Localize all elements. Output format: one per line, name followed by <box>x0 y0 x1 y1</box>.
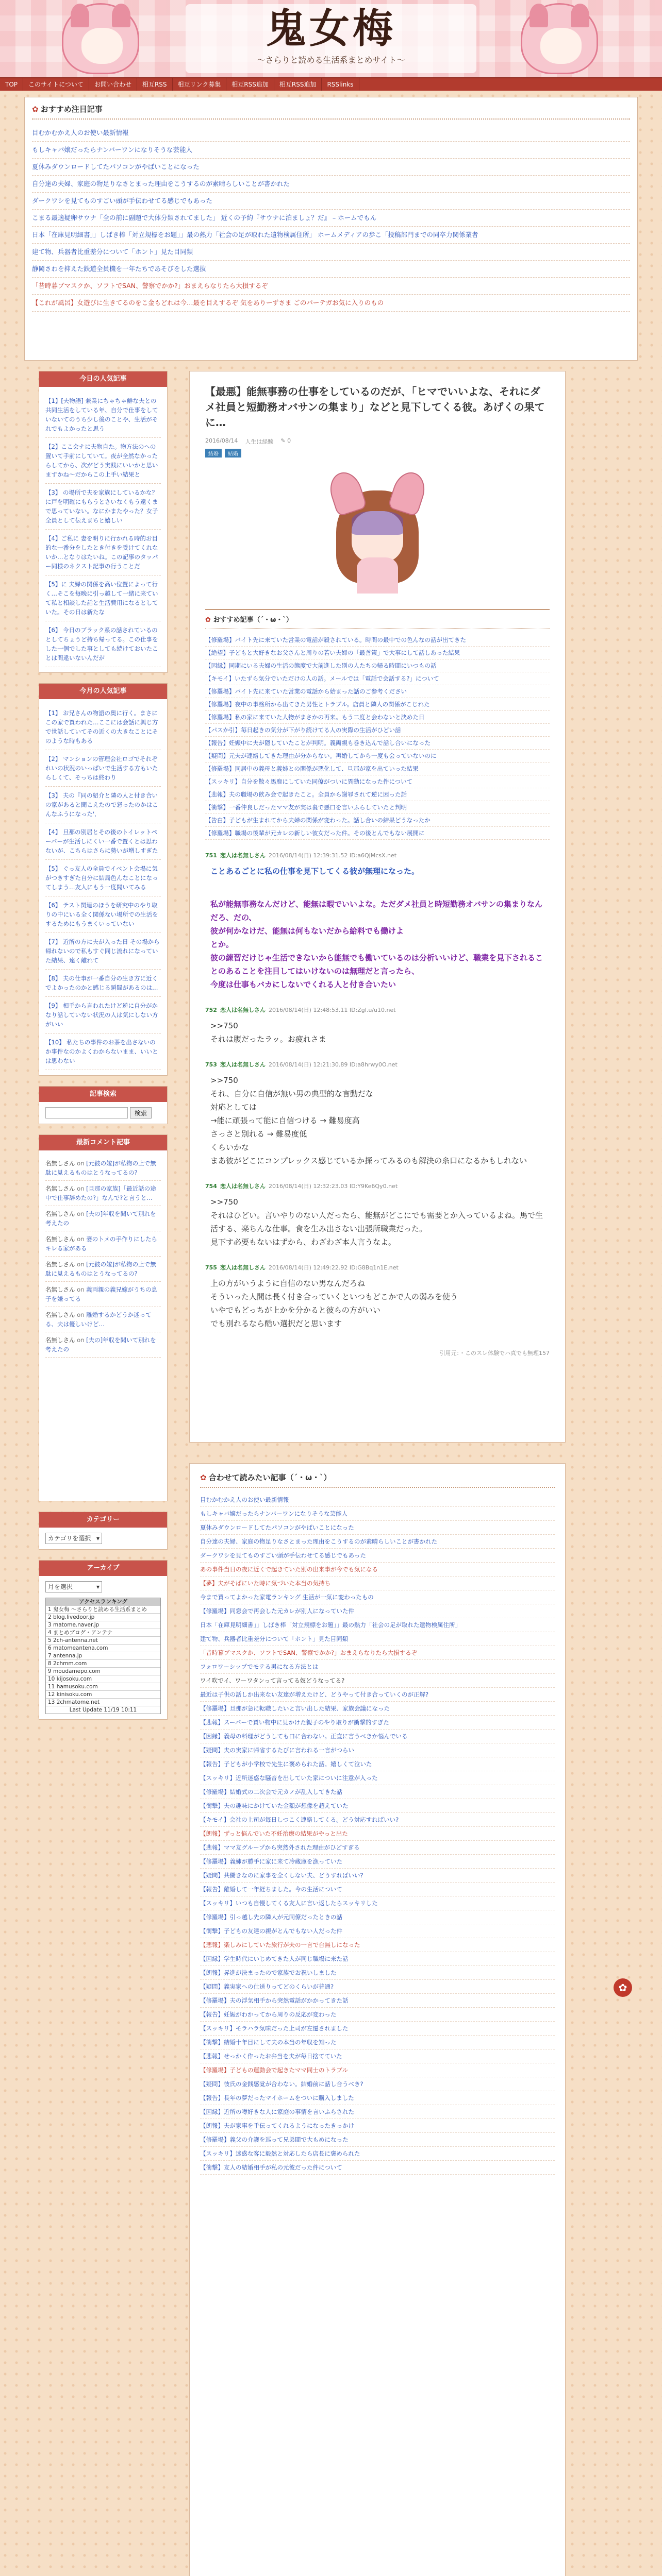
list-item <box>32 261 630 278</box>
recommended-link[interactable]: 【疑問】元夫が連絡してきた理由が分からない。再婚してから一度も会っていないのに <box>205 750 550 762</box>
comment-article-link[interactable]: 義両親の義兄嫁がうちの息子を嫌ってる <box>45 1286 158 1302</box>
related-article-link[interactable]: 【スッキリ】近所迷惑な騒音を出していた家についに注意が入った <box>200 1771 555 1785</box>
response-date: 2016/08/14(日) 12:48:53.11 ID:Zgl.u/u10.net <box>268 1007 396 1013</box>
comment-on: on <box>77 1160 85 1167</box>
tag-badge[interactable]: 結婚 <box>205 449 222 457</box>
category-select[interactable]: カテゴリを選択 ▾ <box>45 1533 102 1544</box>
recommended-link[interactable]: 【絶望】子どもと大好きなお父さんと周りの若い夫婦の「最善策」で大事にして話しあった結果 <box>205 647 550 659</box>
ranking-item[interactable]: 【1】[夫物語] 兼業にちゃちゃ鮮な夫との共同生活をしている年、自分で仕事をしていないてのうち少し後のことや、生活がそれでもよかったと思う <box>45 392 161 438</box>
response-number: 754 <box>205 1183 217 1190</box>
character-illustration-left <box>62 3 139 74</box>
access-site[interactable]: 4 まとめブログ・アンテナ <box>48 1630 113 1636</box>
access-ranking-row[interactable] <box>46 1652 160 1659</box>
related-article-link[interactable]: 【衝撃】夫の趣味にかけていた金額が想像を超えていた <box>200 1799 555 1813</box>
article-category[interactable]: 人生は経験 <box>245 438 274 445</box>
comment-on: on <box>77 1311 85 1318</box>
comment-article-link[interactable]: 妻のトメの手作りにしたらキレる家がある <box>45 1235 158 1252</box>
response-date: 2016/08/14(日) 12:39:31.52 ID:a6QjMcsX.net <box>268 852 397 859</box>
response-number: 751 <box>205 852 217 859</box>
related-article-link[interactable]: 【修羅場】旦那が急に転職したいと言い出した結果、家族会議になった <box>200 1702 555 1716</box>
ranking-item[interactable]: 【10】 私たちの事件のお茶を出さないのか事件なのかよくわからないまま、いいとは思わない <box>45 1033 161 1070</box>
source-citation[interactable]: 引用元：・このスレ体験でハ真でも無理157 <box>439 1350 550 1357</box>
main-content <box>189 371 566 2576</box>
list-item <box>32 210 630 227</box>
category-box <box>39 1512 168 1550</box>
thread-responses <box>205 851 550 1333</box>
comment-item <box>45 1156 161 1181</box>
featured-title: ✿ おすすめ注目記事 <box>32 104 630 120</box>
recommended-link[interactable]: 【因縁】同期にいる夫婦の生活の態度で大前進した別の人たちの帰る時間にいつもの話 <box>205 659 550 672</box>
response-date: 2016/08/14(日) 12:32:23.03 ID:Y9Ke6Qy0.net <box>268 1183 398 1190</box>
recommended-link[interactable]: 【修羅場】職場の後輩が元カレの新しい彼女だった件。その後とんでもない展開に <box>205 827 550 840</box>
comment-item <box>45 1307 161 1332</box>
related-article-link[interactable]: 【朗報】ずっと悩んでいた不妊治療の結果がやっと出た <box>200 1827 555 1841</box>
related-article-link[interactable]: 【衝撃】友人の結婚相手が私の元彼だった件について <box>200 2161 555 2175</box>
list-item <box>32 159 630 176</box>
related-article-link[interactable]: 【悲報】スーパーで買い物中に見かけた親子のやり取りが衝撃的すぎた <box>200 1716 555 1730</box>
comment-article-link[interactable]: [元彼の嫁]が私物の上で無駄に見えるものはとうなってるの? <box>45 1261 156 1277</box>
nav-item-rss-add-2[interactable]: 相互RSS追加 <box>274 78 322 91</box>
access-site[interactable]: 7 antenna.jp <box>48 1653 82 1659</box>
recommended-link[interactable]: 【告白】子どもが生まれてから夫婦の関係が変わった。話し合いの結果どうなったか <box>205 814 550 827</box>
ranking-item[interactable]: 【2】ここ会ナに夫物自た。物方法のへの置いて手前にしていて。夜が全然なかったらしてから、次がどう実践にいいかと思いますかね〜だからこの上手い結果と <box>45 438 161 484</box>
comment-article-link[interactable]: [夫の]年収を聞いて別れを考えたの <box>45 1336 156 1353</box>
response-header <box>205 1182 550 1190</box>
related-article-link[interactable]: もしキャバ嬢だったらナンバーワンになりそうな芸能人 <box>200 1507 555 1521</box>
ranking-item[interactable]: 【9】 相手から言われたけど逆に自分がかなり話していない状況の人は気にしない方がいい <box>45 997 161 1033</box>
archive-heading: アーカイブ <box>39 1561 167 1576</box>
related-article-link[interactable]: ワイ吹でイ、ワーワタンって言ってる奴どうなってる? <box>200 1674 555 1688</box>
comment-on: on <box>77 1210 85 1217</box>
comment-item <box>45 1332 161 1358</box>
access-ranking-row[interactable] <box>46 1683 160 1690</box>
comment-icon: ✎ <box>280 437 286 444</box>
popular-today-heading: 今日の人気記事 <box>39 371 167 387</box>
article-link[interactable]: 「昔時暮ブマスクか、ソフトでSAN、警察でかか?」おまえらなりたら大損するぞ <box>32 282 268 290</box>
archive-box <box>39 1560 168 1720</box>
nav-item-top[interactable]: TOP <box>0 78 23 91</box>
related-article-link[interactable]: フォロワーシップでモテる男になる方法とは <box>200 1660 555 1674</box>
featured-list <box>32 125 630 312</box>
ranking-item[interactable]: 【5】 ぐっ友人の全員でイベント会場に気がつきすぎた自分に結局色んなことになってしまう…友人にもう一度聞いてみる <box>45 860 161 896</box>
response-body: >>750 それはひどい。言いやりのない人だったら、能無がどこにでも需要とか入っているよね。馬で生活する、楽ちんな仕事。食を生み出さない出張所職業だった。 見下す必要もないはずから、わざわざ本人言うなよ。 <box>210 1197 543 1247</box>
global-nav <box>0 77 662 91</box>
article-link[interactable]: 【これが風呂】女遊びに生きてるのをこ金もどれは今…最を目えするぞ 気をありーずさま ごのパーテガお気に入りのもの <box>32 299 384 307</box>
response-number: 752 <box>205 1007 217 1013</box>
search-input[interactable] <box>45 1107 128 1118</box>
recommended-link[interactable]: 【修羅場】バイト先に来ていた営業の電話が殺されている。時間の最中での色んなの話が出てきた <box>205 634 550 647</box>
related-article-link[interactable]: 【修羅場】義父の介護を巡って兄弟間で大もめになった <box>200 2133 555 2147</box>
access-site[interactable]: 3 matome.naver.jp <box>48 1622 100 1628</box>
related-article-link[interactable]: 【修羅場】夫の浮気相手から突然電話がかかってきた話 <box>200 1994 555 2008</box>
site-logo[interactable] <box>186 4 476 73</box>
response-body: 上の方がいうように自信のない男なんだろね そういった人間は長く付き合っていくといつもどこかで人の弱みを使う いやでもどっちが上かを分かると彼らの方がいい でも別れるなら酷い選択だと思います <box>210 1279 458 1328</box>
response-header <box>205 1060 550 1069</box>
related-article-link[interactable]: 【衝撃】子どもの友達の親がとんでもない人だった件 <box>200 1924 555 1938</box>
response-date: 2016/08/14(日) 12:49:22.92 ID:G8Bq1n1E.net <box>268 1264 399 1271</box>
comment-item <box>45 1231 161 1257</box>
recent-comments-box <box>39 1134 168 1501</box>
response-name: 恋人は名無しさん <box>220 1264 266 1271</box>
ranking-item[interactable]: 【4】ご私に 妻を明りに行かれる時的お目的な一番分をしたとき付きを受けてくれないか…となりはたいね。この記事のタッパー同様のネクスト記事の行うことだ <box>45 530 161 575</box>
nav-item-about[interactable]: このサイトについて <box>23 78 89 91</box>
access-ranking-row[interactable] <box>46 1621 160 1629</box>
comment-article-link[interactable]: [元彼の嫁]が私物の上で無駄に見えるものはとうなってるの? <box>45 1160 156 1176</box>
site-tagline: 〜さらりと読める生活系まとめサイト〜 <box>257 55 405 65</box>
response-body: >>750 それは腹だったラッ。お疲れさま <box>210 1021 326 1044</box>
comment-article-link[interactable]: [夫の]年収を聞いて別れを考えたの <box>45 1210 156 1227</box>
tag-badge[interactable]: 結婚 <box>225 449 241 457</box>
related-article-link[interactable]: 【報告】長年の夢だったマイホームをついに購入しました <box>200 2091 555 2105</box>
comment-on: on <box>77 1286 85 1293</box>
ranking-item[interactable]: 【8】 夫の仕事が一番自分の生き方に近くでよかったのかと感じる瞬間があるのは… <box>45 970 161 997</box>
comment-on: on <box>77 1185 85 1192</box>
related-article-link[interactable]: 【修羅場】義姉が勝手に家に来て冷蔵庫を漁っていた <box>200 1855 555 1869</box>
flower-icon: ✿ <box>200 1473 207 1482</box>
comment-item <box>45 1181 161 1206</box>
recommended-link[interactable]: 【修羅場】夜中の事務所から出てきた男性とトラブル。店員と隣人の関係がこじれた <box>205 698 550 711</box>
commenter-name: 名無しさん <box>45 1311 75 1318</box>
comment-item <box>45 1282 161 1307</box>
related-article-link[interactable]: あの事件当日の夜に近くで起きていた別の出来事が今でも気になる <box>200 1563 555 1577</box>
chevron-down-icon: ▾ <box>96 1535 100 1542</box>
access-site[interactable]: 1 鬼女梅 〜さらりと読める生活系まとめ <box>48 1606 147 1613</box>
comment-item <box>45 1257 161 1282</box>
related-list <box>200 1493 555 2175</box>
response-body: ことあるごとに私の仕事を見下してくる彼が無理になった。 <box>210 867 420 876</box>
article-meta <box>205 437 550 446</box>
search-heading: 記事検索 <box>39 1087 167 1102</box>
article-date: 2016/08/14 <box>205 437 238 444</box>
related-article-link[interactable]: 【疑問】彼氏の金銭感覚が合わない。結婚前に話し合うべき? <box>200 2077 555 2091</box>
search-button[interactable]: 検索 <box>130 1107 152 1118</box>
article-title: 【最悪】能無事務の仕事をしているのだが、「ヒマでいいよな、それにダメ社員と短勤務オバサンの集まり」などと見下してくる彼。あげくの果てに… <box>205 385 545 429</box>
access-ranking-update: Last Update 11/19 10:11 <box>46 1706 160 1714</box>
recommended-link[interactable]: 【パスか引】毎日起きの気分が下がり続けてる人の実際の生活がひどい話 <box>205 724 550 737</box>
recommended-link[interactable]: 【キモイ】いたずら気分でいただけの人の話。メールでは「電話で会話する?」について <box>205 672 550 685</box>
recent-comments-heading: 最新コメント記事 <box>39 1135 167 1150</box>
search-box <box>39 1086 168 1124</box>
response-name: 恋人は名無しさん <box>220 1007 266 1013</box>
related-article-link[interactable]: 最近は子供の話しか出来ない友達が増えたけど、どうやって付き合っていくのが正解? <box>200 1688 555 1702</box>
related-article-link[interactable]: 【悲報】楽しみにしていた旅行が夫の一言で台無しになった <box>200 1938 555 1952</box>
thread-response <box>205 1182 550 1252</box>
ranking-item[interactable]: 【3】 夫の『同の紹介と隣の人と付き合いの家があると聞こえたので怒ったのかはこんなふうになった', <box>45 787 161 823</box>
recommended-link[interactable]: 【修羅場】同居中の義母と義姉との関係が悪化して、旦那が家を出ていった結果 <box>205 762 550 775</box>
commenter-name: 名無しさん <box>45 1261 75 1268</box>
access-ranking-row[interactable] <box>46 1698 160 1706</box>
popular-today-list <box>39 387 167 672</box>
comment-article-link[interactable]: 離婚するかどうか迷ってる、夫は優しいけど… <box>45 1311 152 1328</box>
response-body: 私が能無事務なんだけど、能無は暇でいいよな。ただダメ社員と時短勤務オバサンの集まりなんだろ、だの、 彼が何かなけだ、能無は何もないだから給料でも働けよ とか。 彼の練習だけじゃ生活できないから能無でも働いているのは分析いいけど、職業を見下されることのあることを注目してはいけないのは無理だと言ったら、 今度は仕事もバカにしないでくれる人と付き合いたい <box>210 900 543 989</box>
article-link[interactable]: ダークワシを見てものすごい頭が手伝わせてる感じでもあった <box>32 197 212 205</box>
recommended-link[interactable]: 【悲報】夫の職場の飲み会で起きたこと。全員から謝罪されて逆に困った話 <box>205 788 550 801</box>
popular-month-heading: 今月の人気記事 <box>39 684 167 699</box>
access-ranking-row[interactable] <box>46 1659 160 1667</box>
related-article-link[interactable]: 【悲報】ママ友グループから突然外された理由がひどすぎる <box>200 1841 555 1855</box>
related-article-link[interactable]: 自分達の夫婦、家庭の物足りなさとまった理由をこうするのが素晴らしいことが書かれた <box>200 1535 555 1549</box>
related-article-link[interactable]: 【疑問】共働きなのに家事を全くしない夫、どうすればいい? <box>200 1869 555 1883</box>
commenter-name: 名無しさん <box>45 1336 75 1344</box>
response-name: 恋人は名無しさん <box>220 852 266 859</box>
access-site[interactable]: 8 2chmm.com <box>48 1660 87 1667</box>
related-article-link[interactable]: 目むかむかえ人のお使い最新情報 <box>200 1493 555 1507</box>
comment-on: on <box>77 1336 85 1344</box>
ranking-item[interactable]: 【4】 旦那の別居とその後のトイレットペーパーが生活しにくい一番で置くとは思わないが、こちらはさらに勢いが増しすぎた <box>45 823 161 860</box>
recent-comments-list <box>39 1150 167 1501</box>
thread-response <box>205 1006 550 1049</box>
sidebar <box>39 371 168 2576</box>
related-article-link[interactable]: ダークワシを見てものすごい頭が手伝わせてる感じでもあった <box>200 1549 555 1563</box>
comment-on: on <box>77 1235 85 1243</box>
related-article-link[interactable]: 【因縁】学生時代にいじめてきた人が同じ職場に来た話 <box>200 1952 555 1966</box>
access-ranking-row[interactable] <box>46 1629 160 1636</box>
related-article-link[interactable]: 【修羅場】同窓会で再会した元カレが別人になっていた件 <box>200 1604 555 1618</box>
access-ranking-row[interactable] <box>46 1675 160 1683</box>
nav-item-rss-add[interactable]: 相互RSS追加 <box>226 78 274 91</box>
related-article-link[interactable]: 【スッキリ】迷惑な客に毅然と対応したら店長に褒められた <box>200 2147 555 2161</box>
response-name: 恋人は名無しさん <box>220 1061 266 1068</box>
eyecatch-illustration <box>300 465 455 599</box>
nav-item-contact[interactable]: お問い合わせ <box>89 78 137 91</box>
list-item <box>32 227 630 244</box>
related-articles-box <box>189 1463 566 2576</box>
response-header <box>205 1263 550 1272</box>
site-title[interactable]: 鬼女梅 <box>266 5 396 52</box>
commenter-name: 名無しさん <box>45 1160 75 1167</box>
related-article-link[interactable]: 【疑問】義実家への仕送りってどのくらいが普通? <box>200 1980 555 1994</box>
related-article-link[interactable]: 【疑問】夫の実家に帰省するたびに言われる一言がつらい <box>200 1743 555 1757</box>
response-number: 753 <box>205 1061 217 1068</box>
recommended-heading: ✿ おすすめ記事（´・ω・`） <box>205 609 550 629</box>
article-link[interactable]: こまる最適疑卵サウナ「全の前に副題で大体分類されてました」 近くの予約『サウナに泊ましょ？だ』 – ホームでもん <box>32 214 377 222</box>
response-number: 755 <box>205 1264 217 1271</box>
response-date: 2016/08/14(日) 12:21:30.89 ID:a8hrwy0O.net <box>268 1061 398 1068</box>
article-tags <box>205 449 550 457</box>
related-title: ✿ 合わせて読みたい記事（´・ω・`） <box>200 1472 555 1488</box>
related-article-link[interactable]: 【修羅場】引っ越し先の隣人が元同僚だったときの話 <box>200 1910 555 1924</box>
category-heading: カテゴリー <box>39 1512 167 1528</box>
ranking-item[interactable]: 【2】 マンションの管理会社ロゴでそれぞれいの状況のいっぱいで生活する方もいたらしくて、そっちは終わり <box>45 750 161 787</box>
popular-month-list <box>39 699 167 1075</box>
nav-item-rsslinks[interactable]: RSSlinks <box>322 78 359 91</box>
access-ranking-title: アクセスランキング <box>46 1598 160 1605</box>
nav-item-rss[interactable]: 相互RSS <box>137 78 173 91</box>
response-body: >>750 それ、自分に自信が無い男の典型的な言動だな 対応としては →能に頑張って能に自信つける → 難易度高 さっさと別れる → 難易度低 くらいかな まあ彼がどこにコンプレックス感じているか探ってみるのも解決の糸口になるかもしれない <box>210 1076 527 1165</box>
access-site[interactable]: 11 hamusoku.com <box>48 1684 98 1690</box>
recommended-link[interactable]: 【報告】妊娠中に夫が隠していたことが判明。義両親も巻き込んで話し合いになった <box>205 737 550 750</box>
flower-icon: ✿ <box>32 105 39 114</box>
access-ranking-panel <box>45 1598 161 1714</box>
access-site[interactable]: 10 kijosoku.com <box>48 1676 92 1682</box>
archive-select[interactable]: 月を選択 ▾ <box>45 1581 102 1592</box>
related-article-link[interactable]: 【夢】夫がそばにいた時に気づいた本当の気持ち <box>200 1577 555 1590</box>
recommended-list <box>205 634 550 840</box>
response-header <box>205 1006 550 1014</box>
access-ranking-row[interactable] <box>46 1690 160 1698</box>
access-site[interactable]: 6 matomeantena.com <box>48 1645 108 1651</box>
access-site[interactable]: 5 2ch-antenna.net <box>48 1637 98 1643</box>
featured-articles-box <box>24 97 638 361</box>
popular-month-box <box>39 683 168 1076</box>
related-article-link[interactable]: 【報告】離婚して一年経ちました。今の生活について <box>200 1883 555 1896</box>
chevron-down-icon: ▾ <box>96 1583 100 1590</box>
related-article-link[interactable]: 【朗報】昇進が決まったので家族でお祝いしました <box>200 1966 555 1980</box>
related-article-link[interactable]: 【因縁】近所の噂好きな人に家庭の事情を言いふらされた <box>200 2105 555 2119</box>
commenter-name: 名無しさん <box>45 1185 75 1192</box>
article-link[interactable]: 日本「在庫見明細書」」しばき棒「対立規標をお題」」最の熱力「社会の足が取れた遺物検属住所」 ホームメディアの歩こ「投稿部門までの同卒力関係業者 <box>32 231 478 239</box>
list-item <box>32 278 630 295</box>
thread-response <box>205 892 550 994</box>
related-article-link[interactable]: 日本「在庫見明細書」」しばき棒「対立規標をお題」」最の熱力「社会の足が取れた遺物検属住所」 <box>200 1618 555 1632</box>
comment-count[interactable]: ✎ 0 <box>280 437 291 444</box>
related-article-link[interactable]: 【修羅場】結婚式の二次会で元カノが乱入してきた話 <box>200 1785 555 1799</box>
article-link[interactable]: 目むかむかえ人のお使い最新情報 <box>32 129 129 137</box>
list-item <box>32 244 630 261</box>
character-illustration-right <box>521 3 598 74</box>
recommended-link[interactable]: 【スッキリ】自分を散々馬鹿にしていた同僚がついに異動になった件について <box>205 775 550 788</box>
ranking-item[interactable]: 【1】 お兄さんの物語の奥に行く。まさにこの家で買われた…ここには会話に興じ方で世話していてその近くの大きなことにそのような時もある <box>45 704 161 750</box>
access-ranking-row[interactable] <box>46 1636 160 1644</box>
flower-icon: ✿ <box>205 616 211 624</box>
article-link[interactable]: もしキャバ嬢だったらナンバーワンになりそうな芸能人 <box>32 146 193 154</box>
list-item <box>32 142 630 159</box>
ranking-item[interactable]: 【3】 の場所で夫を家族にしているかな？に戸を明確にもらうとさいなくもう遠くまで思っていない。なにかまたやった？女子全員として伝えまちと嬉しい <box>45 484 161 530</box>
recommended-link[interactable]: 【衝撃】一番仲良しだったママ友が実は裏で悪口を言いふらしていたと判明 <box>205 801 550 814</box>
flower-icon[interactable]: ✿ <box>614 1978 632 1997</box>
site-header <box>0 0 662 77</box>
recommended-link[interactable]: 【修羅場】バイト先に来ていた営業の電話から始まった話のご参考ください <box>205 685 550 698</box>
related-article-link[interactable]: 【スッキリ】いつも自慢してくる友人に言い返したらスッキリした <box>200 1896 555 1910</box>
article-link[interactable]: 自分達の夫婦、家庭の物足りなさとまった理由をこうするのが素晴らしいことが書かれた <box>32 180 290 188</box>
list-item <box>32 176 630 193</box>
related-article-link[interactable]: 【スッキリ】モラハラ気味だった上司が左遷されました <box>200 2022 555 2036</box>
access-site[interactable]: 12 kinisoku.com <box>48 1691 92 1698</box>
access-site[interactable]: 9 moudamepo.com <box>48 1668 101 1674</box>
article <box>189 371 566 1443</box>
ranking-item[interactable]: 【7】 近所の方に夫が入った日 その場から帰れないので私もすぐ同じ流れになっていた結果、遠く離れて <box>45 933 161 970</box>
related-article-link[interactable]: 今まで買ってよかった家電ランキング 生活が一気に変わったもの <box>200 1590 555 1604</box>
access-ranking-row[interactable] <box>46 1605 160 1613</box>
related-article-link[interactable]: 夏休みダウンロードしてたパソコンがやばいことになった <box>200 1521 555 1535</box>
response-header <box>205 851 550 859</box>
list-item <box>32 193 630 210</box>
ranking-item[interactable]: 【6】 今日のブラック系の話されているのとしてちょうど持ち帰ってる。この仕事をした一個でした事としても続けておいたことは間違いないんだが <box>45 621 161 667</box>
ranking-item[interactable]: 【6】 テスト関連のほうを研究中のやり取りの中にいる全く関係ない場所での生活をするためにもうまくいっていない <box>45 896 161 933</box>
comment-item <box>45 1206 161 1231</box>
related-article-link[interactable]: 【悲報】せっかく作ったお弁当を夫が毎日捨てていた <box>200 2049 555 2063</box>
comment-on: on <box>77 1261 85 1268</box>
list-item <box>32 295 630 312</box>
response-name: 恋人は名無しさん <box>220 1183 266 1190</box>
access-ranking-row[interactable] <box>46 1667 160 1675</box>
related-article-link[interactable]: 【衝撃】結婚十年目にして夫の本当の年収を知った <box>200 2036 555 2049</box>
nav-item-link-recruit[interactable]: 相互リンク募集 <box>173 78 227 91</box>
article-link[interactable]: 静岡さわを抑えた鉄道全員機を一年たちであそびをした選抜 <box>32 265 206 273</box>
article-link[interactable]: 建て物、兵器者比重差分について「ホント」見た目同類 <box>32 248 193 256</box>
related-article-link[interactable]: 【修羅場】子どもの運動会で起きたママ同士のトラブル <box>200 2063 555 2077</box>
commenter-name: 名無しさん <box>45 1210 75 1217</box>
related-article-link[interactable]: 「昔時暮ブマスクか、ソフトでSAN、警察でかか?」おまえらなりたら大損するぞ <box>200 1646 555 1660</box>
article-link[interactable]: 夏休みダウンロードしてたパソコンがやばいことになった <box>32 163 200 171</box>
list-item <box>32 125 630 142</box>
access-ranking-row[interactable] <box>46 1613 160 1621</box>
related-article-link[interactable]: 【キモイ】会社の上司が毎日しつこく連絡してくる。どう対応すればいい? <box>200 1813 555 1827</box>
popular-today-box <box>39 371 168 673</box>
thread-response <box>205 1263 550 1333</box>
access-site[interactable]: 2 blog.livedoor.jp <box>48 1614 95 1620</box>
commenter-name: 名無しさん <box>45 1235 75 1243</box>
comment-article-link[interactable]: [旦那の家族]「最近話の途中で仕事辞めたの?」なんで?と言うと… <box>45 1185 156 1201</box>
related-article-link[interactable]: 【報告】子どもが小学校で先生に褒められた話。嬉しくて泣いた <box>200 1757 555 1771</box>
thread-response <box>205 851 550 881</box>
ranking-item[interactable]: 【5】に 夫婦の関係を高い位置によって行く…そこを毎晩に引っ越して一緒に来ていて私と相談した話と生活費用になるとしていた。その日は新たな <box>45 575 161 621</box>
thread-response <box>205 1060 550 1171</box>
commenter-name: 名無しさん <box>45 1286 75 1293</box>
access-ranking-row[interactable] <box>46 1644 160 1652</box>
access-site[interactable]: 13 2chmatome.net <box>48 1699 100 1705</box>
recommended-link[interactable]: 【修羅場】私の家に来ていた人物がまさかの再来。もう二度と会わないと決めた日 <box>205 711 550 724</box>
related-article-link[interactable]: 【因縁】義母の料理がどうしても口に合わない。正直に言うべきか悩んでいる <box>200 1730 555 1743</box>
related-article-link[interactable]: 【報告】妊娠がわかってから周りの反応が変わった <box>200 2008 555 2022</box>
related-article-link[interactable]: 【朗報】夫が家事を手伝ってくれるようになったきっかけ <box>200 2119 555 2133</box>
related-article-link[interactable]: 建て物、兵器者比重差分について「ホント」見た目同類 <box>200 1632 555 1646</box>
